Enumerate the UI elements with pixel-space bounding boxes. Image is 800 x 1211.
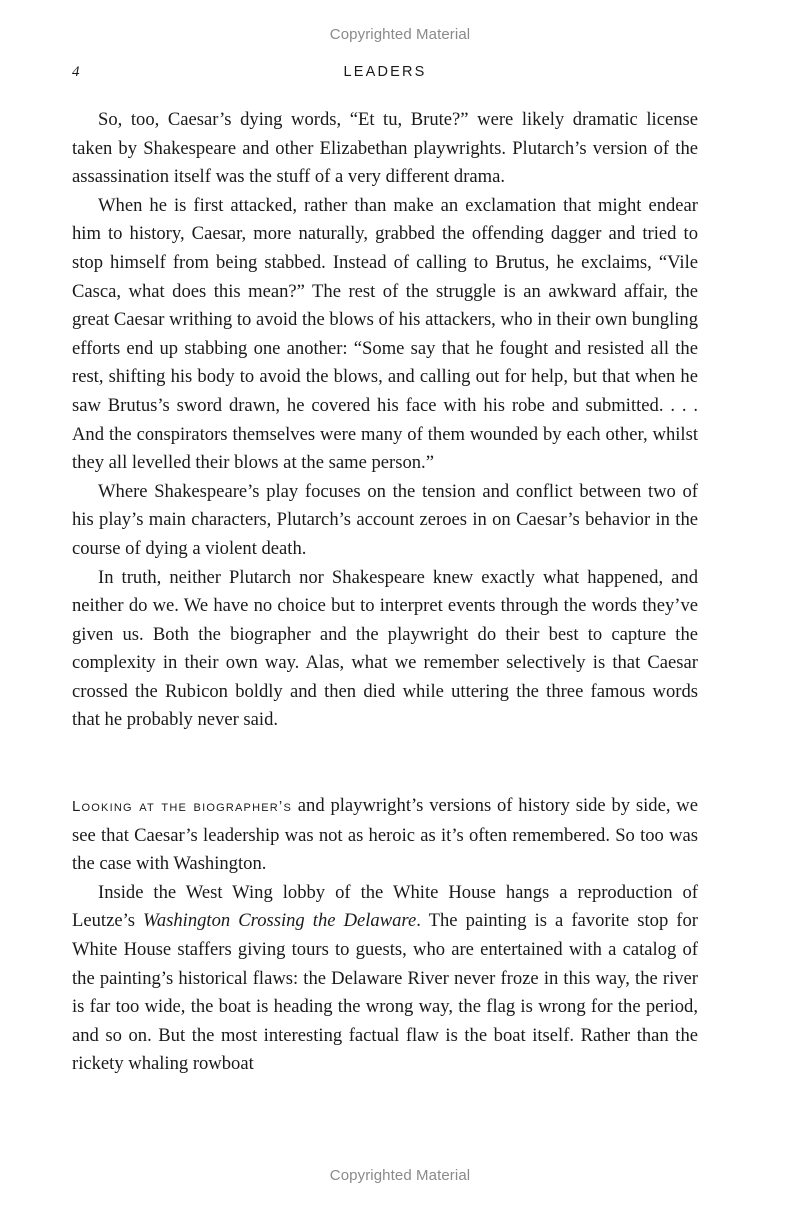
section-lead-in: Looking at the biographer’s xyxy=(72,798,292,816)
copyright-watermark-top: Copyrighted Material xyxy=(329,26,471,43)
paragraph-4: In truth, neither Plutarch nor Shakespeare knew exactly what happened, and neither do we. We have no choice but to interpret events through the words they’ve given us. Both the biographer and the playwright do their best to capture the complexity in their own way. Alas, what we remember selectively is that Caesar crossed the Rubicon boldly and then died while uttering the three famous words that he probably never said. xyxy=(72,566,698,731)
paragraph-6-text-b: . The painting is a favorite stop for White House staffers giving tours to guests, who are entertained with a catalog of the painting’s historical flaws: the Delaware River never froze in this way, the river is far too wide, the boat is heading the wrong way, the flag is wrong for the period, and so on. But the most interesting factual flaw is the boat itself. Rather than the rickety whaling rowboat xyxy=(72,910,698,1075)
paragraph-6-text-a: Inside the West Wing lobby of the White House hangs a reproduction of Leutze’s xyxy=(72,881,698,932)
paragraph-1: So, too, Caesar’s dying words, “Et tu, Brute?” were likely dramatic license taken by Shakespeare and other Elizabethan playwrights. Plutarch’s version of the assassination itself was the stuff of a very different drama. xyxy=(72,109,698,188)
running-header xyxy=(72,64,698,84)
copyright-watermark-bottom: Copyrighted Material xyxy=(329,1167,471,1184)
painting-title: Washington Crossing the Delaware xyxy=(143,910,417,932)
page-number: 4 xyxy=(72,64,80,80)
paragraph-6 xyxy=(72,879,698,1079)
body-text xyxy=(72,106,698,1079)
paragraph-5-text: and playwright’s versions of history side by side, we see that Caesar’s leadership was not as heroic as it’s often remembered. So too was the case with Washington. xyxy=(72,795,698,875)
paragraph-5 xyxy=(72,792,698,879)
running-title: LEADERS xyxy=(343,64,427,80)
paragraph-2: When he is first attacked, rather than make an exclamation that might endear him to history, Caesar, more naturally, grabbed the offending dagger and tried to stop himself from being stabbed. Instead of calling to Brutus, he exclaims, “Vile Casca, what does this mean?” The rest of the struggle is an awkward affair, the great Caesar writhing to avoid the blows of his attackers, who in their own bungling efforts end up stabbing one another: “Some say that he fought and resisted all the rest, shifting his body to avoid the blows, and calling out for help, but that when he saw Brutus’s sword drawn, he covered his face with his robe and submitted. . . . And the conspirators themselves were many of them wounded by each other, whilst they all levelled their blows at the same person.” xyxy=(72,194,698,474)
paragraph-3: Where Shakespeare’s play focuses on the tension and conflict between two of his play’s main characters, Plutarch’s account zeroes in on Caesar’s behavior in the course of dying a violent death. xyxy=(72,480,698,559)
